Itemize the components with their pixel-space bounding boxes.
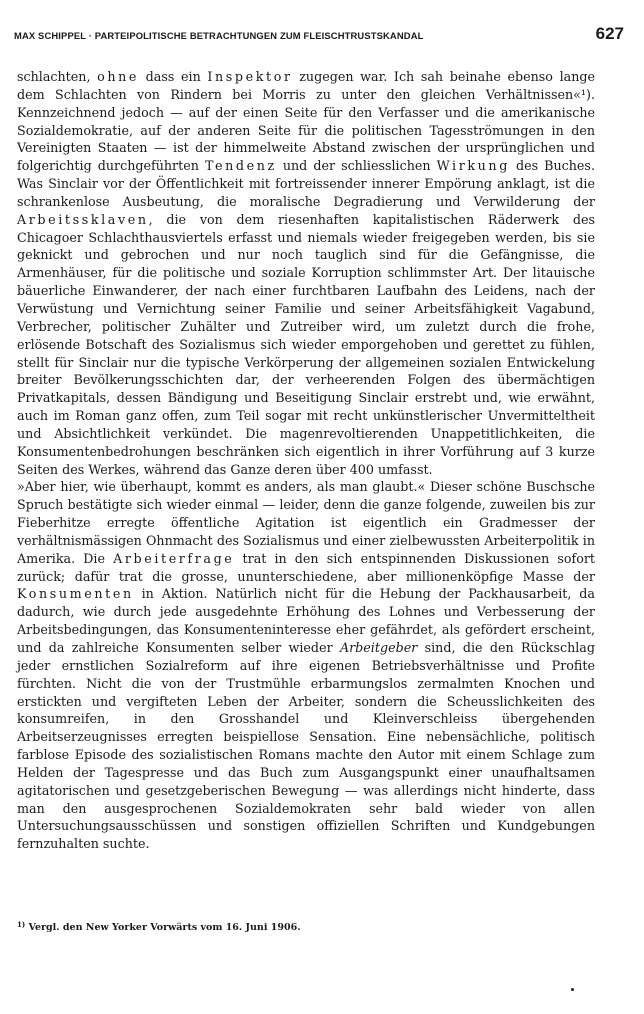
spaced-emphasis: Konsumenten xyxy=(17,586,134,602)
spaced-emphasis: Inspektor xyxy=(207,69,293,84)
spaced-emphasis: Arbeiterfrage xyxy=(113,550,235,566)
spaced-emphasis: Wirkung xyxy=(436,158,510,174)
page-number: 627 xyxy=(595,24,624,43)
paragraph-1: schlachten, ohne dass ein Inspektor zugegen war. Ich sah beinahe ebenso lange dem Schlachten von Rindern bei Morris zu unter den gleichen Verhältnissen«¹). Kennzeichnend jedoch — auf der einen Seite für den Verfasser und die amerikanische Sozialdemokratie, auf der anderen Seite für die politischen Tagesströmungen in den Vereinigten Staaten — ist der himmelweite Abstand zwischen der ursprünglichen und folgerichtig durchgeführten Tendenz und der schliesslichen Wirkung des Buches. Was Sinclair vor der Öffentlichkeit mit fortreissender innerer Empörung anklagt, ist die schrankenlose Ausbeutung, die moralische Degradierung und Verwilderung der Arbeitssklaven, die von dem riesenhaften kapitalistischen Räderwerk des Chicagoer Schlachthausviertels erfasst und niemals wieder freigegeben werden, bis sie geknickt und gebrochen und nur noch tauglich sind für die Gefängnisse, die Armenhäuser, für die politische und soziale Korruption schlimmster Art. Der litauische bäuerliche Einwanderer, der nach einer furchtbaren Laufbahn des Leidens, nach der Verwüstung und Vernichtung seiner Familie und seiner Arbeitsfähigkeit Vagabund, Verbrecher, politischer Zuhälter und Zutreiber wird, um zuletzt durch die frohe, erlösende Botschaft des Sozialismus sich wieder emporgehoben und gerettet zu fühlen, stellt für Sinclair nur die typische Verkörperung der allgemeinen sozialen Entwickelung breiter Bevölkerungsschichten dar, der verheerenden Folgen des übermächtigen Privatkapitals, dessen Bändigung und Beseitigung Sinclair erstrebt und, wie erwähnt, auch im Roman ganz offen, zum Teil sogar mit recht unkünstlerischer Unvermitteltheit und Absichtlichkeit verkündet. Die magenrevoltierenden Unappetitlichkeiten, die Konsumentenbedrohungen beschränken sich eigentlich in ihrer Vorführung auf 3 kurze Seiten des Werkes, während das Ganze deren über 400 umfasst. xyxy=(17,69,595,477)
scan-speck xyxy=(571,988,574,991)
footnote-marker: 1) xyxy=(17,920,26,929)
running-title: MAX SCHIPPEL · PARTEIPOLITISCHE BETRACHTUNGEN ZUM FLEISCHTRUSTSKANDAL xyxy=(14,30,424,41)
running-header xyxy=(14,24,624,50)
spaced-emphasis: ohne xyxy=(97,69,140,84)
spaced-emphasis: Arbeitssklaven xyxy=(17,211,149,227)
spaced-emphasis: Tendenz xyxy=(204,158,277,174)
footnote xyxy=(17,920,595,933)
footnote-text: Vergl. den New Yorker Vorwärts vom 16. Juni 1906. xyxy=(25,922,301,933)
italic-emphasis: Arbeitgeber xyxy=(339,640,418,655)
paragraph-2: »Aber hier, wie überhaupt, kommt es anders, als man glaubt.« Dieser schöne Buschsche Spruch bestätigte sich wieder einmal — leider, denn die ganze folgende, zuweilen bis zur Fieberhitze erregte öffentliche Agitation ist eigentlich ein Gradmesser der verhältnismässigen Ohnmacht des Sozialismus und einer zielbewussten Arbeiterpolitik in Amerika. Die Arbeiterfrage trat in den sich entspinnenden Diskussionen sofort zurück; dafür trat die grosse, ununterschiedene, aber millionenköpfige Masse der Konsumenten in Aktion. Natürlich nicht für die Hebung der Packhausarbeit, da dadurch, wie durch jede ausgedehnte Erhöhung des Lohnes und Verbesserung der Arbeitsbedingungen, das Konsumenteninteresse eher gefährdet, als gefördert erscheint, und da zahlreiche Konsumenten selber wieder Arbeitgeber sind, die den Rückschlag jeder ernstlichen Sozialreform auf ihre eigenen Betriebsverhältnisse und Profite fürchten. Nicht die von der Trustmühle erbarmungslos zermalmten Knochen und erstickten und vergifteten Leben der Arbeiter, sondern die Scheusslichkeiten des konsumreifen, in den Grosshandel und Kleinverschleiss übergehenden Arbeitserzeugnisses erregten beispiellose Sensation. Eine nebensächliche, politisch farblose Episode des sozialistischen Romans machte den Autor mit einem Schlage zum Helden der Tagespresse und das Buch zum Ausgangspunkt einer unaufhaltsamen agitatorischen und gesetzgeberischen Bewegung — was allerdings nicht hinderte, dass man den ausgesprochenen Sozialdemokraten sehr bald wieder von allen Untersuchungsausschüssen und sonstigen offiziellen Schriften und Kundgebungen fernzuhalten suchte. xyxy=(17,479,595,852)
article-body xyxy=(17,68,595,853)
